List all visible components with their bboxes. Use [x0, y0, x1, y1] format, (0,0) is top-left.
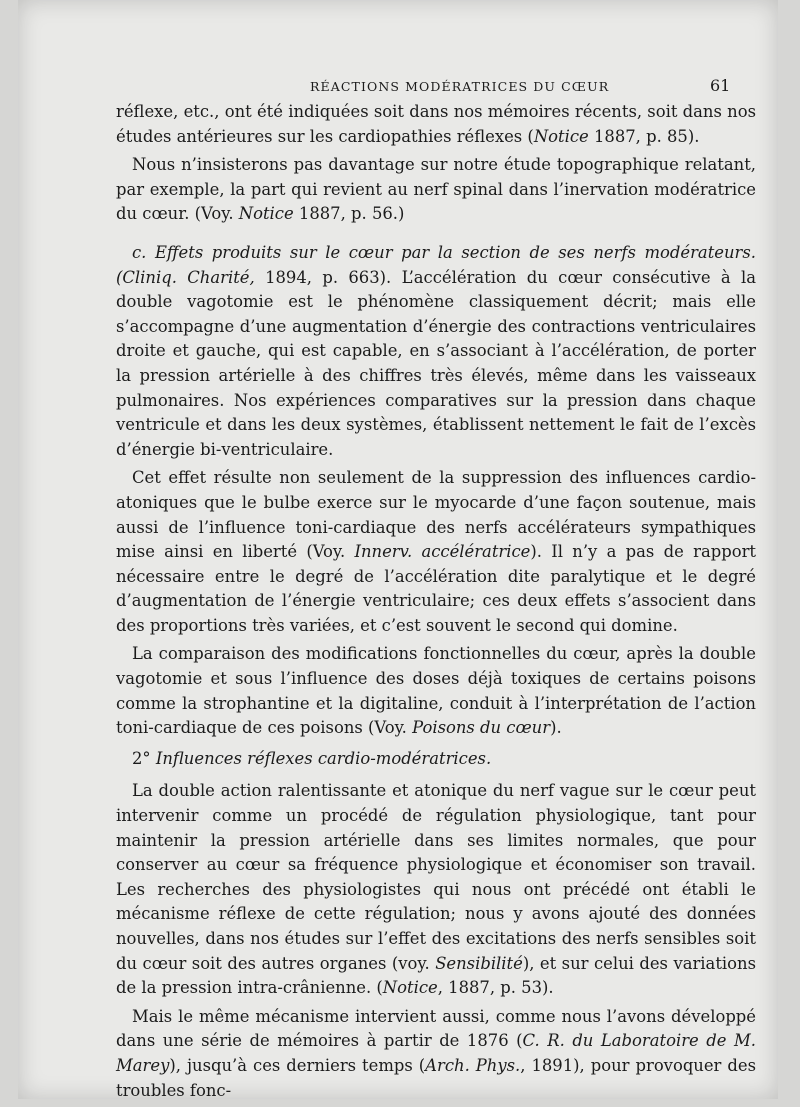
section-c-heading: c. Effets produits sur le cœur par la section de ses nerfs modérateurs. (Cliniq. Charité,	[116, 242, 756, 287]
paragraph-4: Cet effet résulte non seulement de la suppression des influences cardio-atoniques que le bulbe exerce sur le myocarde d’une façon soutenue, mais aussi de l’influence toni-cardiaque des nerfs accélérateurs sympathiques mise ainsi en liberté (Voy. Innerv. accélératrice). Il n’y a pas de rapport nécessaire entre le degré de l’accélération dite paralytique et le degré d’augmentation de l’énergie ventriculaire; ces deux effets s’associent dans des proportions très variées, et c’est souvent le second qui domine.	[116, 468, 756, 635]
running-title: RÉACTIONS MODÉRATRICES DU CŒUR	[310, 79, 610, 94]
scanned-page	[18, 0, 778, 1099]
paragraph-7: La double action ralentissante et atonique du nerf vague sur le cœur peut intervenir comme un procédé de régulation physiologique, tant pour maintenir la pression artérielle dans ses limites normales, que pour conserver au cœur sa fréquence physiologique et économiser son travail. Les recherches des physiologistes qui nous ont précédé ont établi le mécanisme réflexe de cette régulation; nous y avons ajouté des données nouvelles, dans nos études sur l’effet des excitations des nerfs sensibles soit du cœur soit des autres organes (voy. Sensibilité), et sur celui des variations de la pression intra-crânienne. (Notice, 1887, p. 53).	[116, 781, 756, 998]
body-text	[116, 100, 756, 1107]
paragraph-2: Nous n’insisterons pas davantage sur notre étude topographique relatant, par exemple, la part qui revient au nerf spinal dans l’inervation modératrice du cœur. (Voy. Notice 1887, p. 56.)	[116, 155, 756, 224]
paragraph-3: c. Effets produits sur le cœur par la section de ses nerfs modérateurs. (Cliniq. Charité, 1894, p. 663). L’accélération du cœur consécutive à la double vagotomie est le phénomène classiquement décrit; mais elle s’accompagne d’une augmentation d’énergie des contractions ventriculaires droite et gauche, qui est capable, en s’associant à l’accélération, de porter la pression artérielle à des chiffres très élevés, même dans les vaisseaux pulmonaires. Nos expériences comparatives sur la pression dans chaque ventricule et dans les deux systèmes, établissent nettement le fait de l’excès d’énergie bi-ventriculaire.	[116, 242, 756, 459]
page-number: 61	[710, 76, 731, 95]
page-header	[18, 76, 778, 98]
subsection-heading: 2° Influences réflexes cardio-modératrices.	[132, 748, 492, 768]
paragraph-8: Mais le même mécanisme intervient aussi, comme nous l’avons développé dans une série de mémoires à partir de 1876 (C. R. du Laboratoire de M. Marey), jusqu’à ces derniers temps (Arch. Phys., 1891), pour provoquer des troubles fonc-	[116, 1006, 756, 1100]
paragraph-1: réflexe, etc., ont été indiquées soit dans nos mémoires récents, soit dans nos études antérieures sur les cardiopathies réflexes (Notice 1887, p. 85).	[116, 102, 756, 146]
paragraph-5: La comparaison des modifications fonctionnelles du cœur, après la double vagotomie et sous l’influence des doses déjà toxiques de certains poisons comme la strophantine et la digitaline, conduit à l’interprétation de l’action toni-cardiaque de ces poisons (Voy. Poisons du cœur).	[116, 644, 756, 738]
